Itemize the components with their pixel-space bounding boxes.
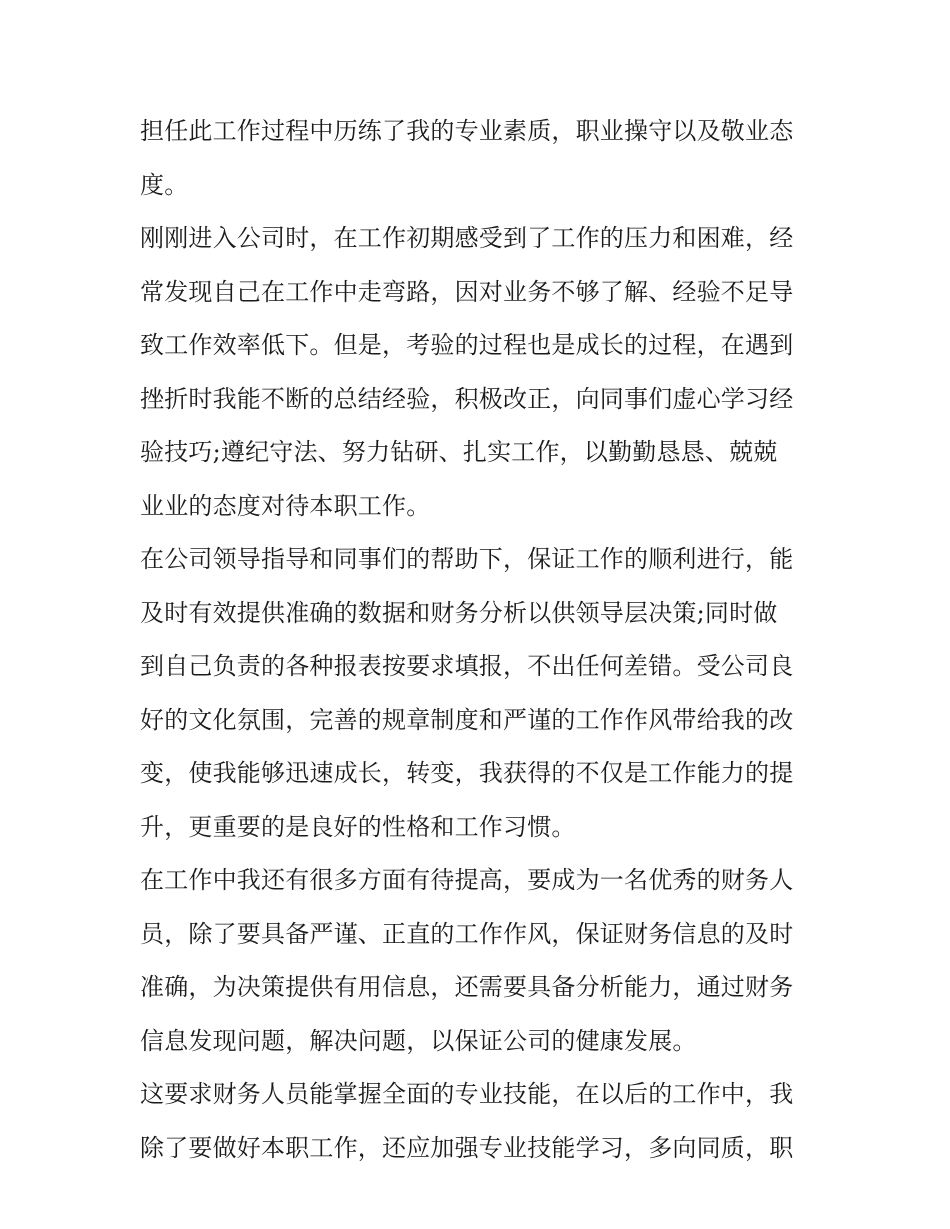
text-line: 致工作效率低下。但是，考验的过程也是成长的过程，在遇到 — [140, 331, 794, 359]
text-line: 除了要做好本职工作，还应加强专业技能学习，多向同质，职 — [140, 1133, 794, 1162]
text-line: 这要求财务人员能掌握全面的专业技能，在以后的工作中，我 — [140, 1080, 794, 1108]
text-line: 常发现自己在工作中走弯路，因对业务不够了解、经验不足导 — [140, 277, 794, 306]
text-line: 及时有效提供准确的数据和财务分析以供领导层决策;同时做 — [140, 598, 778, 627]
text-line: 升，更重要的是良好的性格和工作习惯。 — [140, 812, 576, 841]
text-line: 在公司领导指导和同事们的帮助下，保证工作的顺利进行，能 — [140, 545, 794, 573]
text-line: 验技巧;遵纪守法、努力钻研、扎实工作，以勤勤恳恳、兢兢 — [140, 438, 778, 466]
document-body — [140, 105, 820, 1175]
text-line: 到自己负责的各种报表按要求填报，不出任何差错。受公司良 — [140, 652, 794, 680]
text-line: 刚刚进入公司时，在工作初期感受到了工作的压力和困难，经 — [140, 224, 794, 252]
text-line: 好的文化氛围，完善的规章制度和严谨的工作作风带给我的改 — [140, 705, 794, 734]
text-line: 度。 — [140, 170, 189, 199]
text-line: 担任此工作过程中历练了我的专业素质，职业操守以及敬业态 — [140, 117, 794, 145]
text-line: 在工作中我还有很多方面有待提高，要成为一名优秀的财务人 — [140, 866, 794, 894]
text-line: 挫折时我能不断的总结经验，积极改正，向同事们虚心学习经 — [140, 384, 794, 413]
text-line: 准确，为决策提供有用信息，还需要具备分析能力，通过财务 — [140, 973, 794, 1001]
text-line: 员，除了要具备严谨、正直的工作作风，保证财务信息的及时 — [140, 919, 794, 948]
text-line: 变，使我能够迅速成长，转变，我获得的不仅是工作能力的提 — [140, 759, 794, 787]
text-line: 信息发现问题，解决问题，以保证公司的健康发展。 — [140, 1026, 697, 1055]
text-line: 业业的态度对待本职工作。 — [140, 491, 431, 520]
